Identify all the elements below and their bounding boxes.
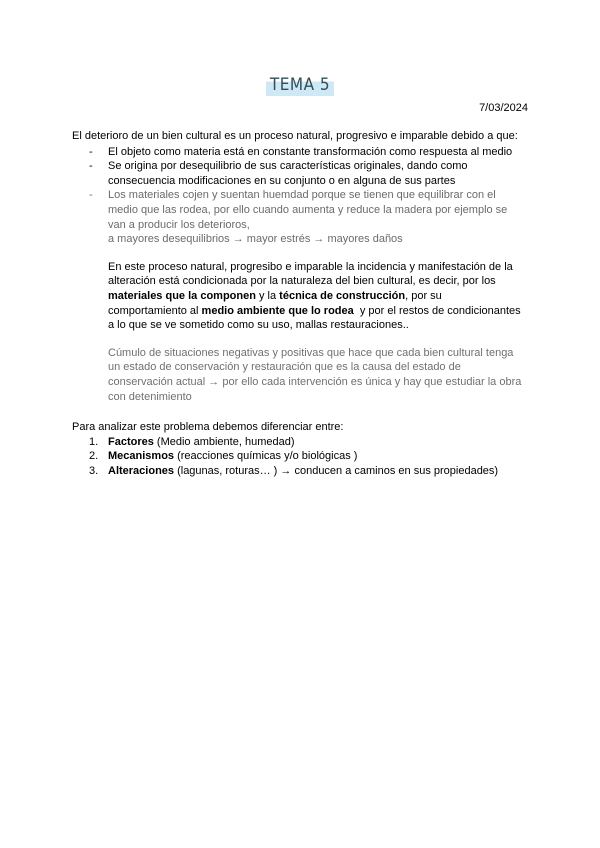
inline-text: (Medio ambiente, humedad) [153,435,295,448]
inline-text: y la [255,289,280,302]
list-item [72,188,532,246]
paragraph-line: conservación actual → por ello cada intervención es única y hay que estudiar la obra [108,375,522,388]
document-date: 7/03/2024 [479,102,528,114]
list-item-line: a mayores desequilibrios → mayor estrés → mayores daños [108,233,403,246]
paragraph-line [108,289,532,304]
paragraph-line: En este proceso natural, progresibo e imparable la incidencia y manifestación de la [108,260,513,273]
list-item [72,449,532,464]
paragraph-cumulo [72,346,532,404]
list-item [72,159,532,188]
bold-term: Mecanismos [108,450,175,463]
bold-term: materiales que la componen [108,289,256,302]
inline-text: (reacciones químicas y/o biológicas ) [174,450,358,463]
document-body [72,129,532,478]
list-item [72,145,532,160]
list-number: 2. [89,450,99,463]
list-number: 3. [89,464,99,477]
list-item [72,464,532,479]
list-item-line: medio que las rodea, por ello cuando aumenta y reduce la madera por ejemplo se [108,203,508,216]
list-item-line: consecuencia modificaciones en su conjunto o en alguna de sus partes [108,174,456,187]
list-item [72,435,532,450]
list-item-line: El objeto como materia está en constante transformación como respuesta al medio [108,145,513,158]
dash-marker: - [89,160,93,173]
inline-text: comportamiento al [108,304,202,317]
paragraph-line [108,304,532,319]
bold-term: Alteraciones [108,464,175,477]
list-item-line: van a producir los deterioros, [108,218,250,231]
dash-marker: - [89,145,93,158]
dash-list [72,145,532,247]
numbered-list [72,435,532,479]
bold-term: Factores [108,435,154,448]
intro-text: El deterioro de un bien cultural es un proceso natural, progresivo e imparable debido a que: [72,130,518,142]
page-title: TEMA 5 [266,74,334,96]
dash-marker: - [89,189,93,202]
inline-text: , por su [405,289,442,302]
list-number: 1. [89,435,99,448]
paragraph-line: alteración está condicionada por la naturaleza del bien cultural, es decir, por los [108,275,496,288]
bold-term: medio ambiente que lo rodea [201,304,354,317]
inline-text: y por el restos de condicionantes [353,304,521,317]
title-wrap [0,74,600,96]
list-item-line: Los materiales cojen y suentan huemdad porque se tienen que equilibrar con el [108,189,496,202]
paragraph-line: a lo que se ve sometido como su uso, mallas restauraciones.. [108,319,409,332]
list-item-line: Se origina por desequilibrio de sus características originales, dando como [108,160,468,173]
paragraph-line: con detenimiento [108,390,192,403]
analyze-intro: Para analizar este problema debemos diferenciar entre: [72,421,344,434]
paragraph-line: un estado de conservación y restauración que es la causa del estado de [108,361,461,374]
paragraph-line: Cúmulo de situaciones negativas y positivas que hace que cada bien cultural tenga [108,346,514,359]
inline-text: (lagunas, roturas… ) → conducen a caminos en sus propiedades) [174,464,499,477]
bold-term: técnica de construcción [279,289,406,302]
paragraph-condicionantes [72,260,532,333]
